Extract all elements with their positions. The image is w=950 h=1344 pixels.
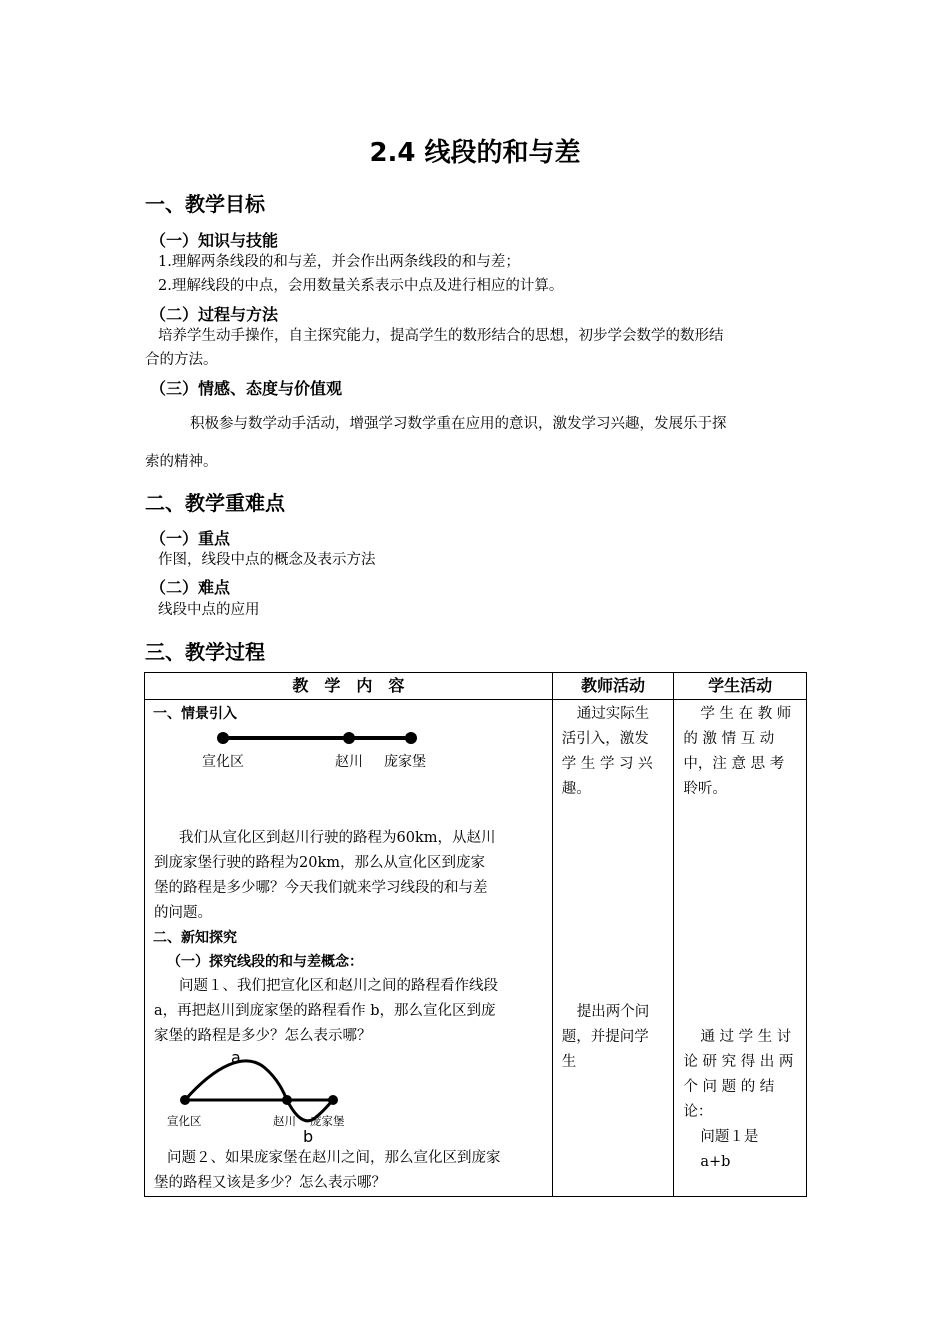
attitude-text-line1: 积极参与数学动手活动，增强学习数学重在应用的意识，激发学习兴趣，发展乐于探: [190, 416, 727, 432]
route-diagram-2: [155, 1046, 375, 1146]
teacher2-line-3: 生: [561, 1054, 577, 1070]
teacher2-line-2: 题，并提问学: [561, 1029, 649, 1045]
student2-line-5: 问题１是: [700, 1129, 759, 1145]
student-cell: [674, 700, 807, 1197]
label-zhaochuan-2: 赵川: [273, 1114, 296, 1128]
question2-line-2: 堡的路程又该是多少？怎么表示哪？: [154, 1175, 386, 1191]
intro-line-3: 堡的路程是多少哪？今天我们就来学习线段的和与差: [154, 880, 488, 896]
subheading-attitude: （三）情感、态度与价值观: [150, 379, 343, 398]
subheading-difficulty: （二）难点: [150, 578, 231, 597]
process-text-line2: 合的方法。: [145, 352, 218, 368]
student1-line-2: 的 激 情 互 动: [683, 731, 775, 747]
student2-line-2: 论 研 究 得 出 两: [683, 1054, 794, 1070]
attitude-text-line2: 索的精神。: [145, 454, 218, 470]
label-pangjiabao-2: 庞家堡: [310, 1114, 345, 1128]
student2-line-1: 通 过 学 生 讨: [700, 1029, 792, 1045]
explore-heading: 二、新知探究: [153, 930, 237, 946]
point-zhaochuan: [343, 732, 355, 744]
intro-line-1: 我们从宣化区到赵川行驶的路程为60km，从赵川: [179, 830, 496, 846]
key-text: 作图，线段中点的概念及表示方法: [158, 552, 376, 568]
point-pangjiabao-2: [328, 1095, 338, 1105]
question1-line-2: a，再把赵川到庞家堡的路程看作 b，那么宣化区到庞: [154, 1003, 496, 1019]
teacher1-line-2: 活引入，激发: [561, 731, 649, 747]
teacher2-line-1: 提出两个问: [576, 1004, 650, 1020]
intro-line-4: 的问题。: [154, 905, 212, 921]
intro-line-2: 到庞家堡行驶的路程为20km，那么从宣化区到庞家: [154, 855, 485, 871]
content-cell: [145, 700, 553, 1197]
subheading-key: （一）重点: [150, 529, 231, 548]
subheading-knowledge: （一）知识与技能: [150, 231, 279, 250]
label-xuanhua: 宣化区: [202, 754, 244, 770]
label-pangjiabao: 庞家堡: [384, 754, 426, 770]
teacher1-line-1: 通过实际生: [576, 706, 650, 722]
objective-item-1: 1.理解两条线段的和与差，并会作出两条线段的和与差；: [158, 254, 520, 270]
section-heading-keypoints: 二、教学重难点: [145, 491, 285, 515]
label-b: b: [303, 1127, 314, 1146]
subheading-process: （二）过程与方法: [150, 305, 279, 324]
label-xuanhua-2: 宣化区: [167, 1114, 202, 1128]
label-a: a: [231, 1048, 241, 1067]
student2-line-4: 论：: [683, 1104, 713, 1120]
col-header-teacher: 教师活动: [552, 673, 674, 700]
lesson-table: [144, 672, 807, 1197]
section-heading-objectives: 一、教学目标: [145, 192, 265, 216]
col-header-content: 教 学 内 容: [145, 673, 553, 700]
difficulty-text: 线段中点的应用: [158, 602, 260, 618]
page-title: 2.4 线段的和与差: [369, 138, 581, 168]
section-heading-process: 三、教学过程: [145, 640, 265, 664]
student2-line-3: 个 问 题 的 结: [683, 1079, 775, 1095]
student1-line-4: 聆听。: [683, 781, 727, 797]
point-xuanhua-2: [180, 1095, 190, 1105]
student1-line-1: 学 生 在 教 师: [700, 706, 792, 722]
student1-line-3: 中，注 意 思 考: [683, 756, 785, 772]
label-zhaochuan: 赵川: [335, 754, 363, 770]
question2-line-1: 问题２、如果庞家堡在赵川之间，那么宣化区到庞家: [167, 1150, 501, 1166]
question1-line-3: 家堡的路程是多少？怎么表示哪？: [154, 1028, 372, 1044]
objective-item-2: 2.理解线段的中点，会用数量关系表示中点及进行相应的计算。: [158, 278, 564, 294]
point-xuanhua: [217, 732, 229, 744]
route-diagram-1: [185, 724, 445, 774]
student2-line-6: a+b: [700, 1154, 731, 1170]
question1-line-1: 问题１、我们把宣化区和赵川之间的路程看作线段: [179, 978, 498, 994]
process-text-line1: 培养学生动手操作，自主探究能力，提高学生的数形结合的思想，初步学会数学的数形结: [158, 328, 724, 344]
explore-subheading-text: （一）探究线段的和与差概念：: [167, 954, 363, 970]
teacher-cell: [552, 700, 674, 1197]
teacher1-line-3: 学 生 学 习 兴: [561, 756, 653, 772]
col-header-student: 学生活动: [674, 673, 807, 700]
point-pangjiabao: [405, 732, 417, 744]
explore-subheading: [167, 950, 363, 975]
point-zhaochuan-2: [282, 1095, 292, 1105]
intro-heading: 一、情景引入: [153, 706, 237, 722]
teacher1-line-4: 趣。: [561, 781, 591, 797]
